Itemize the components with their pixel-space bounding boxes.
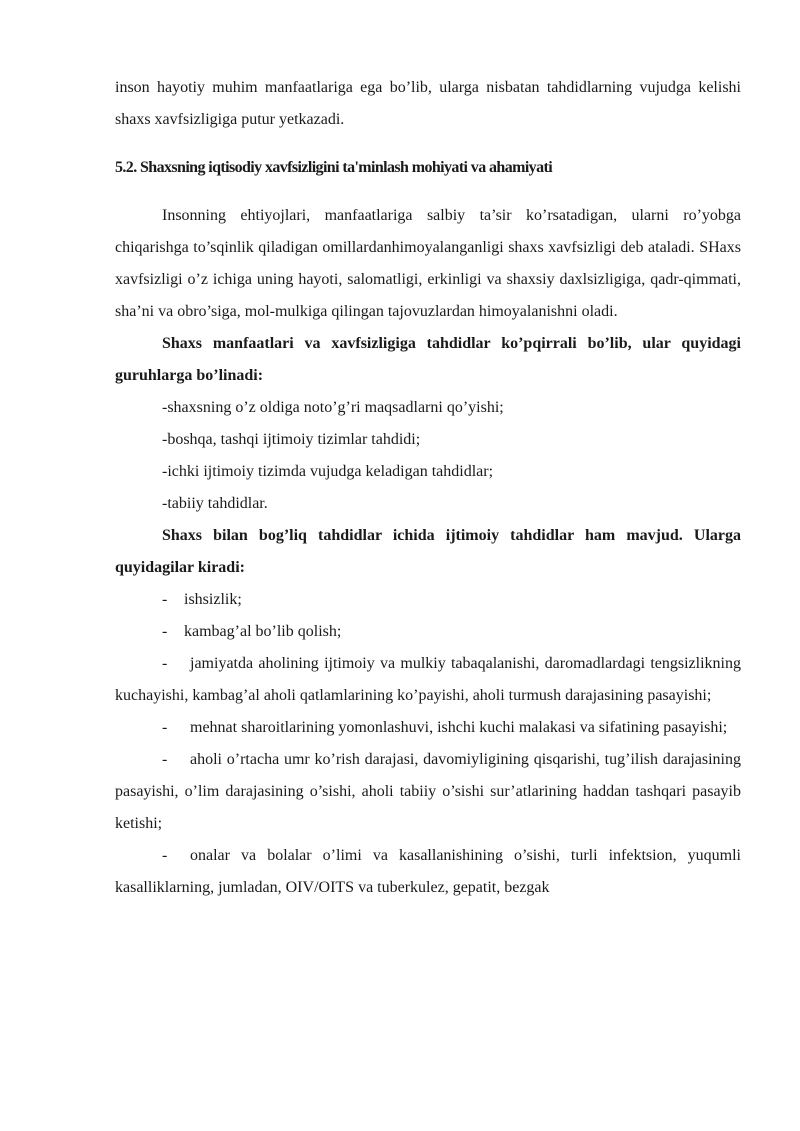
social-threats-intro: Shaxs bilan bog’liq tahdidlar ichida ijtimoiy tahdidlar ham mavjud. Ularga quyidagilar kiradi: (115, 527, 741, 576)
list-dash: - (162, 847, 168, 864)
social-threat-text: onalar va bolalar o’limi va kasallanishining o’sishi, turli infektsion, yuqumli kasalliklarning, jumladan, OIV/OITS va tuberkulez, gepatit, bezgak (115, 847, 741, 896)
definition-paragraph: Insonning ehtiyojlari, manfaatlariga salbiy ta’sir ko’rsatadigan, ularni ro’yobga chiqarishga to’sqinlik qiladigan omillardanhimoyalanganligi shaxs xavfsizligi deb ataladi. SHaxs xavfsizligi o’z ichiga uning hayoti, salomatligi, erkinligi va shaxsiy daxlsizligiga, qadr-qimmati, sha’ni va obro’siga, mol-mulkiga qilingan tajovuzlardan himoyalanishni oladi. (115, 207, 741, 320)
list-dash: - (162, 719, 168, 736)
list-dash: - (162, 751, 168, 768)
threat-group-item: -boshqa, tashqi ijtimoiy tizimlar tahdidi; (162, 431, 421, 448)
threat-groups-intro: Shaxs manfaatlari va xavfsizligiga tahdidlar ko’pqirrali bo’lib, ular quyidagi guruhlarga bo’linadi: (115, 335, 741, 384)
intro-paragraph: inson hayotiy muhim manfaatlariga ega bo’lib, ularga nisbatan tahdidlarning vujudga kelishi shaxs xavfsizligiga putur yetkazadi. (115, 79, 741, 128)
social-threat-item (115, 616, 741, 648)
list-dash: - (162, 591, 168, 608)
list-dash: - (162, 623, 168, 640)
social-threat-item (115, 712, 741, 744)
social-threat-text: mehnat sharoitlarining yomonlashuvi, ishchi kuchi malakasi va sifatining pasayishi; (190, 719, 728, 736)
social-threat-item (115, 840, 741, 904)
list-dash: - (162, 655, 168, 672)
social-threat-text: kambag’al bo’lib qolish; (184, 623, 342, 640)
social-threat-item (115, 648, 741, 712)
social-threat-item (115, 744, 741, 840)
document-page (115, 72, 741, 904)
social-threat-text: aholi o’rtacha umr ko’rish darajasi, davomiyligining qisqarishi, tug’ilish darajasining pasayishi, o’lim darajasining o’sishi, aholi tabiiy o’sishi sur’atlarining haddan tashqari pasayib ketishi; (115, 751, 741, 832)
section-heading: 5.2. Shaxsning iqtisodiy xavfsizligini ta'minlash mohiyati va ahamiyati (115, 159, 553, 176)
social-threat-text: ishsizlik; (184, 591, 242, 608)
threat-group-item: -shaxsning o’z oldiga noto’g’ri maqsadlarni qo’yishi; (162, 399, 504, 416)
social-threat-text: jamiyatda aholining ijtimoiy va mulkiy tabaqalanishi, daromadlardagi tengsizlikning kuchayishi, kambag’al aholi qatlamlarining ko’payishi, aholi turmush darajasining pasayishi; (115, 655, 741, 704)
social-threat-item (115, 584, 741, 616)
threat-group-item: -tabiiy tahdidlar. (162, 495, 268, 512)
threat-group-item: -ichki ijtimoiy tizimda vujudga keladigan tahdidlar; (162, 463, 494, 480)
